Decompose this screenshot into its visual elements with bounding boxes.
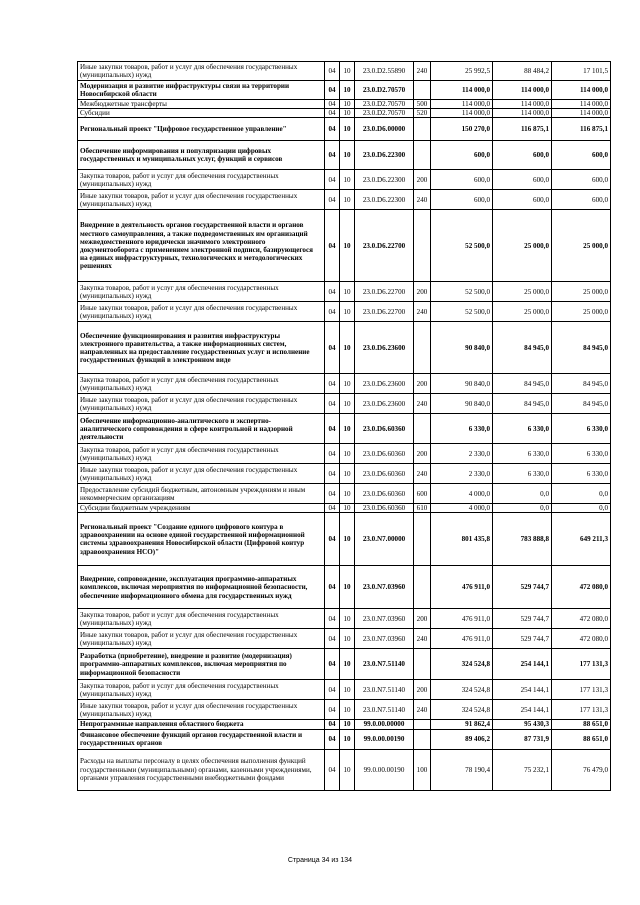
row-amount-year2: 114 000,0 xyxy=(493,100,552,109)
row-target-article: 23.0.N7.51140 xyxy=(355,649,414,680)
row-name: Обеспечение функционирования и развития инфраструктуры электронного правительства, а также информационных систем, направленных на предоставление государственных услуг и исполнение государственных функций в электронном виде xyxy=(78,322,325,374)
row-amount-year3: 0,0 xyxy=(552,504,611,513)
row-subsection-code: 10 xyxy=(340,302,355,322)
row-subsection-code: 10 xyxy=(340,81,355,100)
row-target-article: 23.0.D6.22700 xyxy=(355,210,414,282)
row-subsection-code: 10 xyxy=(340,504,355,513)
row-amount-year3: 88 651,0 xyxy=(552,729,611,749)
table-row xyxy=(78,649,611,680)
row-name: Иные закупки товаров, работ и услуг для обеспечения государственных (муниципальных) нужд xyxy=(78,190,325,210)
row-amount-year1: 91 862,4 xyxy=(431,720,493,729)
row-amount-year2: 88 484,2 xyxy=(493,62,552,81)
table-row xyxy=(78,282,611,302)
row-name: Внедрение, сопровождение, эксплуатация программно-аппаратных комплексов, включая мероприятия по информационной безопасности, обеспечение информационного обмена для государственных нужд xyxy=(78,566,325,609)
row-subsection-code: 10 xyxy=(340,414,355,444)
row-section-code: 04 xyxy=(325,609,340,629)
row-amount-year1: 600,0 xyxy=(431,190,493,210)
row-subsection-code: 10 xyxy=(340,484,355,504)
row-expense-type: 240 xyxy=(414,302,431,322)
row-subsection-code: 10 xyxy=(340,109,355,118)
row-expense-type: 200 xyxy=(414,170,431,190)
row-section-code: 04 xyxy=(325,700,340,720)
row-name: Иные закупки товаров, работ и услуг для обеспечения государственных (муниципальных) нужд xyxy=(78,302,325,322)
row-target-article: 99.0.00.00000 xyxy=(355,720,414,729)
table-row xyxy=(78,444,611,464)
row-name: Иные закупки товаров, работ и услуг для обеспечения государственных (муниципальных) нужд xyxy=(78,700,325,720)
row-amount-year1: 52 500,0 xyxy=(431,210,493,282)
row-name: Внедрение в деятельность органов государственной власти и органов местного самоуправления, а также подведомственных им организаций межведомственного юридически значимого электронного документооборота с применением электронной подписи, базирующегося на единых инфраструктурных, технологических и методологических решениях xyxy=(78,210,325,282)
row-subsection-code: 10 xyxy=(340,62,355,81)
row-subsection-code: 10 xyxy=(340,210,355,282)
row-amount-year3: 177 131,3 xyxy=(552,700,611,720)
row-section-code: 04 xyxy=(325,100,340,109)
row-subsection-code: 10 xyxy=(340,190,355,210)
table-row xyxy=(78,700,611,720)
row-amount-year2: 116 875,1 xyxy=(493,118,552,141)
row-amount-year1: 78 190,4 xyxy=(431,749,493,790)
row-expense-type xyxy=(414,141,431,170)
row-name: Иные закупки товаров, работ и услуг для обеспечения государственных (муниципальных) нужд xyxy=(78,629,325,649)
row-expense-type xyxy=(414,720,431,729)
row-target-article: 23.0.D6.00000 xyxy=(355,118,414,141)
row-amount-year3: 84 945,0 xyxy=(552,322,611,374)
row-amount-year1: 476 911,0 xyxy=(431,609,493,629)
row-section-code: 04 xyxy=(325,141,340,170)
table-row xyxy=(78,566,611,609)
budget-sheet xyxy=(77,61,610,791)
row-amount-year3: 472 080,0 xyxy=(552,629,611,649)
row-amount-year3: 116 875,1 xyxy=(552,118,611,141)
page-number: Страница 34 из 134 xyxy=(287,857,353,864)
row-target-article: 23.0.D2.55890 xyxy=(355,62,414,81)
row-name: Региональный проект "Цифровое государственное управление" xyxy=(78,118,325,141)
row-name: Закупка товаров, работ и услуг для обеспечения государственных (муниципальных) нужд xyxy=(78,170,325,190)
table-row xyxy=(78,609,611,629)
row-expense-type: 240 xyxy=(414,700,431,720)
row-amount-year1: 89 406,2 xyxy=(431,729,493,749)
row-section-code: 04 xyxy=(325,464,340,484)
row-expense-type: 600 xyxy=(414,484,431,504)
row-expense-type xyxy=(414,81,431,100)
row-name: Региональный проект "Создание единого цифрового контура в здравоохранении на основе единой государственной информационной системы здравоохранения Новосибирской области (Цифровой контур здравоохранения НСО)" xyxy=(78,513,325,566)
row-target-article: 23.0.D6.60360 xyxy=(355,444,414,464)
row-amount-year2: 254 144,1 xyxy=(493,700,552,720)
row-expense-type xyxy=(414,118,431,141)
row-subsection-code: 10 xyxy=(340,141,355,170)
row-expense-type xyxy=(414,729,431,749)
row-amount-year3: 6 330,0 xyxy=(552,414,611,444)
row-amount-year2: 254 144,1 xyxy=(493,649,552,680)
row-name: Обеспечение информационно-аналитического и экспертно-аналитического сопровождения в сфере контрольной и надзорной деятельности xyxy=(78,414,325,444)
row-section-code: 04 xyxy=(325,720,340,729)
row-subsection-code: 10 xyxy=(340,566,355,609)
row-section-code: 04 xyxy=(325,170,340,190)
row-expense-type xyxy=(414,414,431,444)
row-subsection-code: 10 xyxy=(340,394,355,414)
row-section-code: 04 xyxy=(325,190,340,210)
row-amount-year3: 84 945,0 xyxy=(552,394,611,414)
row-target-article: 23.0.D6.60360 xyxy=(355,464,414,484)
row-name: Предоставление субсидий бюджетным, автономным учреждениям и иным некоммерческим организациям xyxy=(78,484,325,504)
row-name: Разработка (приобретение), внедрение и развитие (модернизация) программно-аппаратных комплексов, включая мероприятия по информационной безопасности xyxy=(78,649,325,680)
row-expense-type xyxy=(414,210,431,282)
row-subsection-code: 10 xyxy=(340,100,355,109)
row-amount-year1: 52 500,0 xyxy=(431,282,493,302)
row-section-code: 04 xyxy=(325,566,340,609)
row-amount-year3: 114 000,0 xyxy=(552,81,611,100)
row-amount-year1: 324 524,8 xyxy=(431,700,493,720)
row-amount-year1: 6 330,0 xyxy=(431,414,493,444)
row-amount-year1: 90 840,0 xyxy=(431,374,493,394)
row-subsection-code: 10 xyxy=(340,170,355,190)
row-subsection-code: 10 xyxy=(340,649,355,680)
row-subsection-code: 10 xyxy=(340,444,355,464)
row-amount-year2: 529 744,7 xyxy=(493,609,552,629)
row-amount-year2: 114 000,0 xyxy=(493,81,552,100)
row-name: Непрограммные направления областного бюджета xyxy=(78,720,325,729)
row-subsection-code: 10 xyxy=(340,729,355,749)
table-row xyxy=(78,504,611,513)
row-target-article: 23.0.D6.60360 xyxy=(355,484,414,504)
row-target-article: 23.0.N7.03960 xyxy=(355,629,414,649)
row-subsection-code: 10 xyxy=(340,609,355,629)
row-section-code: 04 xyxy=(325,680,340,700)
row-name: Закупка товаров, работ и услуг для обеспечения государственных (муниципальных) нужд xyxy=(78,374,325,394)
row-amount-year2: 25 000,0 xyxy=(493,302,552,322)
row-amount-year2: 6 330,0 xyxy=(493,464,552,484)
row-amount-year3: 600,0 xyxy=(552,141,611,170)
row-amount-year3: 25 000,0 xyxy=(552,210,611,282)
table-row xyxy=(78,629,611,649)
row-name: Финансовое обеспечение функций органов государственной власти и государственных органов xyxy=(78,729,325,749)
row-expense-type: 200 xyxy=(414,680,431,700)
row-amount-year3: 25 000,0 xyxy=(552,302,611,322)
row-amount-year2: 114 000,0 xyxy=(493,109,552,118)
row-subsection-code: 10 xyxy=(340,282,355,302)
row-target-article: 99.0.00.00190 xyxy=(355,729,414,749)
row-target-article: 23.0.D2.70570 xyxy=(355,109,414,118)
row-amount-year3: 114 000,0 xyxy=(552,109,611,118)
row-amount-year1: 150 270,0 xyxy=(431,118,493,141)
row-expense-type: 240 xyxy=(414,464,431,484)
row-amount-year2: 84 945,0 xyxy=(493,322,552,374)
row-target-article: 23.0.D6.23600 xyxy=(355,374,414,394)
table-row xyxy=(78,81,611,100)
row-section-code: 04 xyxy=(325,649,340,680)
table-row xyxy=(78,720,611,729)
row-section-code: 04 xyxy=(325,210,340,282)
row-amount-year2: 600,0 xyxy=(493,141,552,170)
row-name: Модернизация и развитие инфраструктуры связи на территории Новосибирской области xyxy=(78,81,325,100)
row-amount-year3: 17 101,5 xyxy=(552,62,611,81)
table-row xyxy=(78,680,611,700)
row-expense-type: 240 xyxy=(414,62,431,81)
row-expense-type xyxy=(414,566,431,609)
table-row xyxy=(78,322,611,374)
row-name: Иные закупки товаров, работ и услуг для обеспечения государственных (муниципальных) нужд xyxy=(78,62,325,81)
row-amount-year1: 2 330,0 xyxy=(431,444,493,464)
row-expense-type: 200 xyxy=(414,609,431,629)
table-row xyxy=(78,141,611,170)
table-row xyxy=(78,749,611,790)
row-expense-type: 240 xyxy=(414,394,431,414)
row-target-article: 23.0.D6.22700 xyxy=(355,302,414,322)
row-amount-year2: 529 744,7 xyxy=(493,566,552,609)
row-amount-year1: 114 000,0 xyxy=(431,109,493,118)
row-subsection-code: 10 xyxy=(340,749,355,790)
row-amount-year3: 76 479,0 xyxy=(552,749,611,790)
row-target-article: 23.0.D6.22700 xyxy=(355,282,414,302)
table-row xyxy=(78,109,611,118)
row-subsection-code: 10 xyxy=(340,700,355,720)
row-subsection-code: 10 xyxy=(340,322,355,374)
row-amount-year1: 114 000,0 xyxy=(431,81,493,100)
row-section-code: 04 xyxy=(325,513,340,566)
row-amount-year2: 0,0 xyxy=(493,484,552,504)
row-target-article: 23.0.D6.22300 xyxy=(355,190,414,210)
table-row xyxy=(78,100,611,109)
row-subsection-code: 10 xyxy=(340,118,355,141)
row-target-article: 23.0.N7.03960 xyxy=(355,609,414,629)
row-section-code: 04 xyxy=(325,444,340,464)
row-amount-year2: 95 430,3 xyxy=(493,720,552,729)
row-amount-year1: 90 840,0 xyxy=(431,394,493,414)
row-expense-type: 200 xyxy=(414,374,431,394)
row-expense-type: 520 xyxy=(414,109,431,118)
row-section-code: 04 xyxy=(325,118,340,141)
row-expense-type: 240 xyxy=(414,190,431,210)
row-amount-year3: 114 000,0 xyxy=(552,100,611,109)
row-name: Иные закупки товаров, работ и услуг для обеспечения государственных (муниципальных) нужд xyxy=(78,394,325,414)
row-target-article: 23.0.D6.23600 xyxy=(355,322,414,374)
row-name: Закупка товаров, работ и услуг для обеспечения государственных (муниципальных) нужд xyxy=(78,680,325,700)
row-target-article: 23.0.D6.60360 xyxy=(355,504,414,513)
row-amount-year1: 25 992,5 xyxy=(431,62,493,81)
row-amount-year1: 600,0 xyxy=(431,170,493,190)
row-amount-year2: 84 945,0 xyxy=(493,394,552,414)
row-amount-year2: 75 232,1 xyxy=(493,749,552,790)
budget-table xyxy=(77,61,611,791)
row-amount-year3: 88 651,0 xyxy=(552,720,611,729)
row-amount-year3: 0,0 xyxy=(552,484,611,504)
row-amount-year2: 529 744,7 xyxy=(493,629,552,649)
table-row xyxy=(78,513,611,566)
row-target-article: 23.0.D6.22300 xyxy=(355,170,414,190)
row-amount-year2: 254 144,1 xyxy=(493,680,552,700)
row-amount-year1: 600,0 xyxy=(431,141,493,170)
row-amount-year3: 472 080,0 xyxy=(552,566,611,609)
budget-table-body xyxy=(78,62,611,791)
table-row xyxy=(78,118,611,141)
table-row xyxy=(78,170,611,190)
row-amount-year1: 476 911,0 xyxy=(431,566,493,609)
row-name: Обеспечение информирования и популяризации цифровых государственных и муниципальных услуг, функций и сервисов xyxy=(78,141,325,170)
row-amount-year3: 600,0 xyxy=(552,190,611,210)
table-row xyxy=(78,464,611,484)
row-subsection-code: 10 xyxy=(340,464,355,484)
row-name: Закупка товаров, работ и услуг для обеспечения государственных (муниципальных) нужд xyxy=(78,609,325,629)
row-subsection-code: 10 xyxy=(340,513,355,566)
row-subsection-code: 10 xyxy=(340,720,355,729)
row-section-code: 04 xyxy=(325,504,340,513)
row-expense-type xyxy=(414,513,431,566)
table-row xyxy=(78,484,611,504)
row-section-code: 04 xyxy=(325,484,340,504)
row-target-article: 23.0.N7.00000 xyxy=(355,513,414,566)
table-row xyxy=(78,210,611,282)
row-section-code: 04 xyxy=(325,322,340,374)
row-amount-year3: 177 131,3 xyxy=(552,649,611,680)
row-name: Межбюджетные трансферты xyxy=(78,100,325,109)
row-amount-year3: 177 131,3 xyxy=(552,680,611,700)
row-section-code: 04 xyxy=(325,282,340,302)
row-subsection-code: 10 xyxy=(340,629,355,649)
row-name: Закупка товаров, работ и услуг для обеспечения государственных (муниципальных) нужд xyxy=(78,444,325,464)
row-target-article: 23.0.D6.23600 xyxy=(355,394,414,414)
row-amount-year1: 114 000,0 xyxy=(431,100,493,109)
table-row xyxy=(78,190,611,210)
row-amount-year2: 84 945,0 xyxy=(493,374,552,394)
row-target-article: 99.0.00.00190 xyxy=(355,749,414,790)
row-target-article: 23.0.N7.51140 xyxy=(355,680,414,700)
row-amount-year2: 6 330,0 xyxy=(493,414,552,444)
row-amount-year2: 6 330,0 xyxy=(493,444,552,464)
row-amount-year2: 0,0 xyxy=(493,504,552,513)
row-section-code: 04 xyxy=(325,81,340,100)
row-amount-year2: 25 000,0 xyxy=(493,210,552,282)
row-amount-year1: 476 911,0 xyxy=(431,629,493,649)
row-amount-year3: 649 211,3 xyxy=(552,513,611,566)
row-subsection-code: 10 xyxy=(340,374,355,394)
table-row xyxy=(78,729,611,749)
row-amount-year3: 6 330,0 xyxy=(552,464,611,484)
row-name: Субсидии бюджетным учреждениям xyxy=(78,504,325,513)
row-section-code: 04 xyxy=(325,414,340,444)
row-amount-year2: 600,0 xyxy=(493,190,552,210)
row-amount-year1: 4 000,0 xyxy=(431,484,493,504)
row-name: Закупка товаров, работ и услуг для обеспечения государственных (муниципальных) нужд xyxy=(78,282,325,302)
row-name: Субсидии xyxy=(78,109,325,118)
table-row xyxy=(78,394,611,414)
row-section-code: 04 xyxy=(325,629,340,649)
row-name: Иные закупки товаров, работ и услуг для обеспечения государственных (муниципальных) нужд xyxy=(78,464,325,484)
row-amount-year2: 783 888,8 xyxy=(493,513,552,566)
table-row xyxy=(78,62,611,81)
table-row xyxy=(78,374,611,394)
row-amount-year1: 52 500,0 xyxy=(431,302,493,322)
row-amount-year2: 600,0 xyxy=(493,170,552,190)
row-section-code: 04 xyxy=(325,729,340,749)
row-section-code: 04 xyxy=(325,749,340,790)
row-amount-year1: 324 524,8 xyxy=(431,680,493,700)
row-expense-type: 500 xyxy=(414,100,431,109)
row-expense-type: 610 xyxy=(414,504,431,513)
row-amount-year3: 472 080,0 xyxy=(552,609,611,629)
row-subsection-code: 10 xyxy=(340,680,355,700)
row-expense-type: 240 xyxy=(414,629,431,649)
table-row xyxy=(78,414,611,444)
row-section-code: 04 xyxy=(325,62,340,81)
row-amount-year1: 2 330,0 xyxy=(431,464,493,484)
row-amount-year3: 6 330,0 xyxy=(552,444,611,464)
row-amount-year1: 90 840,0 xyxy=(431,322,493,374)
row-expense-type xyxy=(414,649,431,680)
row-section-code: 04 xyxy=(325,109,340,118)
row-section-code: 04 xyxy=(325,394,340,414)
row-target-article: 23.0.D6.22300 xyxy=(355,141,414,170)
row-amount-year2: 87 731,9 xyxy=(493,729,552,749)
row-amount-year2: 25 000,0 xyxy=(493,282,552,302)
row-target-article: 23.0.D2.70570 xyxy=(355,81,414,100)
table-row xyxy=(78,302,611,322)
row-target-article: 23.0.D2.70570 xyxy=(355,100,414,109)
row-amount-year1: 324 524,8 xyxy=(431,649,493,680)
row-expense-type: 200 xyxy=(414,282,431,302)
row-expense-type: 100 xyxy=(414,749,431,790)
row-target-article: 23.0.N7.51140 xyxy=(355,700,414,720)
row-amount-year3: 25 000,0 xyxy=(552,282,611,302)
row-amount-year3: 600,0 xyxy=(552,170,611,190)
row-expense-type: 200 xyxy=(414,444,431,464)
row-target-article: 23.0.N7.03960 xyxy=(355,566,414,609)
row-amount-year3: 84 945,0 xyxy=(552,374,611,394)
row-section-code: 04 xyxy=(325,302,340,322)
row-amount-year1: 4 000,0 xyxy=(431,504,493,513)
row-name: Расходы на выплаты персоналу в целях обеспечения выполнения функций государственными (муниципальными) органами, казенными учреждениями, органами управления государственными внебюджетными фондами xyxy=(78,749,325,790)
row-amount-year1: 801 435,8 xyxy=(431,513,493,566)
row-target-article: 23.0.D6.60360 xyxy=(355,414,414,444)
row-section-code: 04 xyxy=(325,374,340,394)
row-expense-type xyxy=(414,322,431,374)
